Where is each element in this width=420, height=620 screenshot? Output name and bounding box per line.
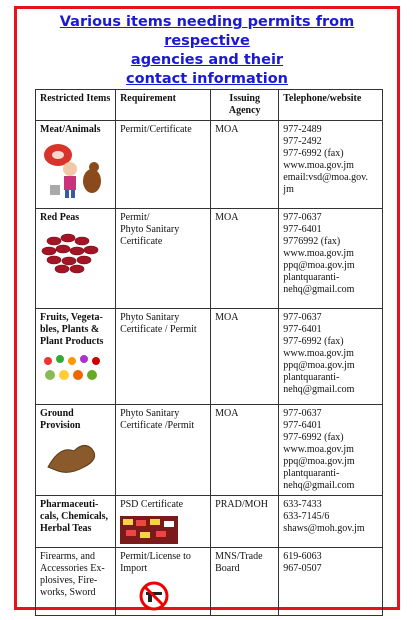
header-item: Restricted Items xyxy=(36,90,116,121)
table-row: Ground Provision Phyto Sanitary Certificate /Permit MOA 977-0637 977-6401 977-6992 (fax) www.moa.gov.jm ppq@moa.gov.jm plantquaranti- nehq@gmail.com xyxy=(36,405,383,496)
contact-cell: 977-0637 977-6401 977-6992 (fax) www.moa.gov.jm ppq@moa.gov.jm plantquaranti- nehq@gmail.com xyxy=(279,309,383,405)
contact-cell: 633-7433 633-7145/6 shaws@moh.gov.jm xyxy=(279,496,383,548)
contact-cell: 977-2489 977-2492 977-6992 (fax) www.moa.gov.jm email:vsd@moa.gov. jm xyxy=(279,121,383,209)
item-name: Ground Provision xyxy=(40,408,81,431)
item-name: Red Peas xyxy=(40,212,80,223)
contact-cell: 977-0637 977-6401 977-6992 (fax) www.moa.gov.jm ppq@moa.gov.jm plantquaranti- nehq@gmail.com xyxy=(279,405,383,496)
item-name: Fruits, Vegeta-bles, Plants & Plant Products xyxy=(40,312,104,347)
item-name: Meat/Animals xyxy=(40,124,101,135)
header-contact: Telephone/website xyxy=(279,90,383,121)
page-title: Various items needing permits from respective agencies and their contact information xyxy=(59,14,355,87)
table-row: Red Peas Permit/ Phyto Sanitary Certificate MOA 977-0637 977-6401 9776992 (fax) www.moa.gov.jm ppq@moa.gov.jm plantquaranti- nehq@gmail.com xyxy=(36,209,383,309)
table-row: Firearms, and Accessories Ex-plosives, Fire-works, Sword Permit/License to Import MNS/Trade Board 619-6063 967-0507 xyxy=(36,548,383,616)
contact-cell: 619-6063 967-0507 xyxy=(279,548,383,616)
ground-provision-icon xyxy=(40,437,104,477)
item-name: Pharmaceuti-cals, Chemicals, Herbal Teas xyxy=(36,496,116,548)
header-agency: Issuing Agency xyxy=(211,90,279,121)
produce-icon xyxy=(40,353,104,383)
permits-table xyxy=(35,89,383,616)
contact-cell: 977-0637 977-6401 9776992 (fax) www.moa.gov.jm ppq@moa.gov.jm plantquaranti- nehq@gmail.com xyxy=(279,209,383,309)
red-peas-icon xyxy=(40,229,104,275)
pills-icon xyxy=(120,516,178,544)
table-row: Fruits, Vegeta-bles, Plants & Plant Products Phyto Sanitary Certificate / Permit MOA 977-0637 977-6401 977-6992 (fax) www.moa.gov.jm ppq@moa.gov.jm plantquaranti- nehq@gmail.com xyxy=(36,309,383,405)
no-gun-icon xyxy=(138,580,170,612)
table-row: Meat/Animals Permit/Certificate MOA 977-2489 977-2492 977-6992 (fax) www.moa.gov.jm email:vsd@moa.gov. jm xyxy=(36,121,383,209)
item-name: Firearms, and Accessories Ex-plosives, Fire-works, Sword xyxy=(36,548,116,616)
meat-animals-icon xyxy=(40,141,104,199)
table-header-row xyxy=(36,90,383,121)
page-frame xyxy=(14,6,400,610)
header-requirement: Requirement xyxy=(116,90,211,121)
table-row: Pharmaceuti-cals, Chemicals, Herbal Teas PSD Certificate PRAD/MOH 633-7433 633-7145/6 shaws@moh.gov.jm xyxy=(36,496,383,548)
